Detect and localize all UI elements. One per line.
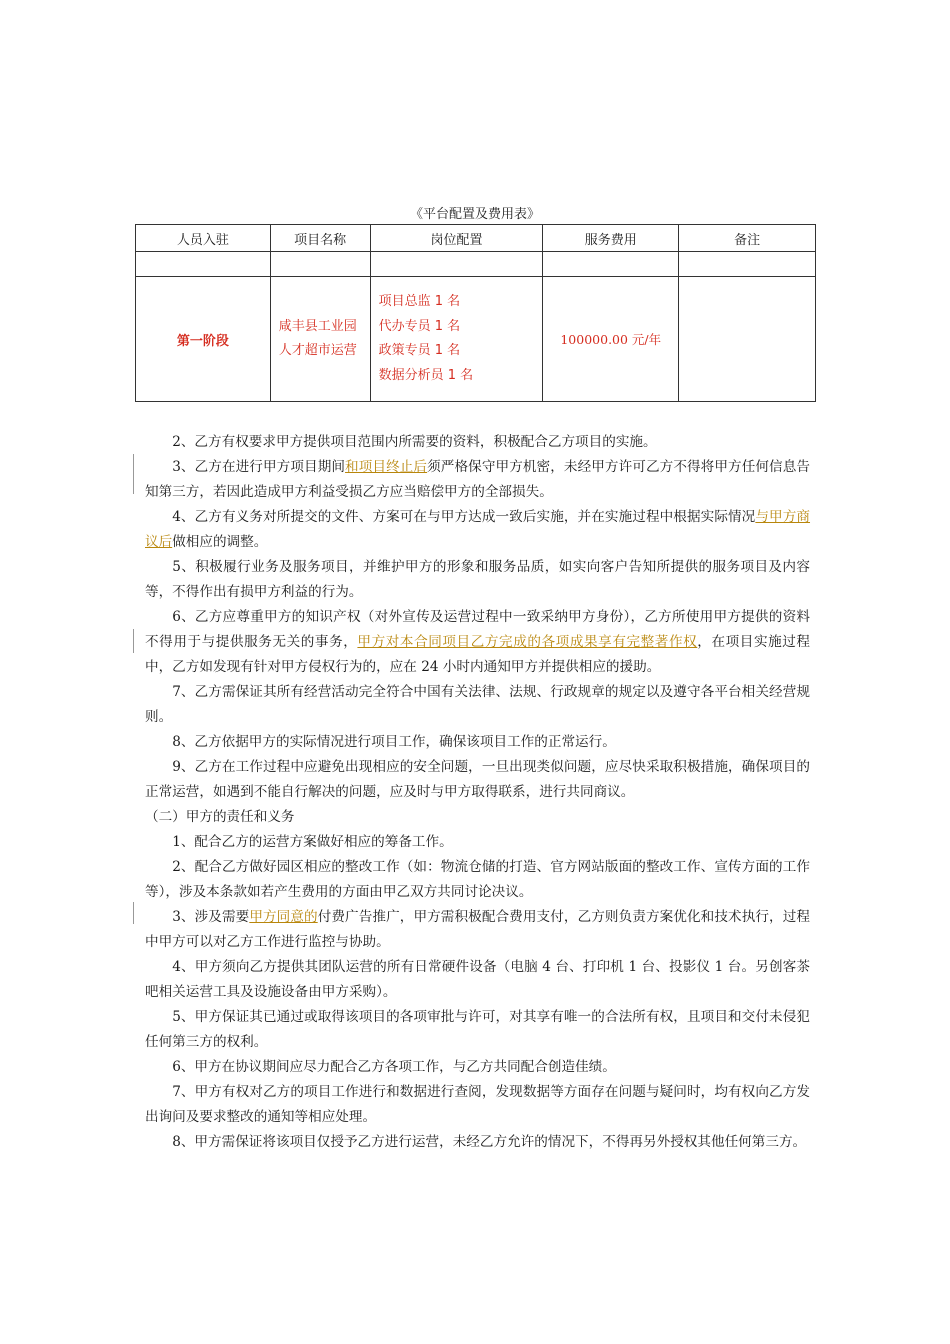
clause-a2: 2、配合乙方做好园区相应的整改工作（如：物流仓储的打造、官方网站版面的整改工作、宣传方面的工作等），涉及本条款如若产生费用的方面由甲乙双方共同讨论决议。 [145, 859, 810, 900]
remark-cell [679, 277, 816, 402]
position-item: 数据分析员 1 名 [378, 367, 474, 383]
position-list [370, 277, 543, 402]
project-name-line2: 人才超市运营 [278, 343, 357, 358]
service-fee: 100000.00 元/年 [543, 277, 679, 402]
contract-body [145, 430, 810, 1155]
project-name [270, 277, 370, 402]
clause-a5: 5、甲方保证其已通过或取得该项目的各项审批与许可，对其享有唯一的合法所有权，且项目和交付未侵犯任何第三方的权利。 [145, 1009, 810, 1050]
clause-b7: 7、乙方需保证其所有经营活动完全符合中国有关法律、法规、行政规章的规定以及遵守各平台相关经营规则。 [145, 684, 810, 725]
clause-b9: 9、乙方在工作过程中应避免出现相应的安全问题，一旦出现类似问题，应尽快采取积极措施，确保项目的正常运营，如遇到不能自行解决的问题，应及时与甲方取得联系，进行共同商议。 [145, 759, 810, 800]
position-item: 项目总监 1 名 [378, 294, 461, 309]
clause-a4: 4、甲方须向乙方提供其团队运营的所有日常硬件设备（电脑 4 台、打印机 1 台、投影仪 1 台。另创客茶吧相关运营工具及设施设备由甲方采购）。 [145, 959, 810, 1000]
revision-insert: 甲方对本合同项目乙方完成的各项成果享有完整著作权 [357, 634, 698, 650]
position-item: 代办专员 1 名 [378, 318, 461, 334]
clause-a7: 7、甲方有权对乙方的项目工作进行和数据进行查阅，发现数据等方面存在问题与疑问时，均有权向乙方发出询问及要求整改的通知等相应处理。 [145, 1084, 810, 1125]
project-name-line1: 咸丰县工业园 [278, 319, 357, 334]
platform-config-table [135, 224, 816, 402]
revision-bar [133, 902, 134, 924]
clause-a8: 8、甲方需保证将该项目仅授予乙方进行运营，未经乙方允许的情况下，不得再另外授权其他任何第三方。 [172, 1134, 807, 1150]
header-note: 备注 [679, 225, 816, 252]
clause-a1: 1、配合乙方的运营方案做好相应的筹备工作。 [172, 834, 453, 850]
clause-b4: 4、乙方有义务对所提交的文件、方案可在与甲方达成一致后实施，并在实施过程中根据实际情况与甲方商议后做相应的调整。 [145, 509, 811, 550]
section-heading: （二）甲方的责任和义务 [145, 809, 295, 825]
header-staff: 人员入驻 [136, 225, 271, 252]
table-row-empty [136, 252, 816, 277]
revision-insert: 甲方同意的 [249, 909, 318, 925]
revision-insert: 和项目终止后 [345, 459, 428, 475]
clause-b8: 8、乙方依据甲方的实际情况进行项目工作，确保该项目工作的正常运行。 [172, 734, 616, 750]
position-item: 政策专员 1 名 [378, 343, 461, 358]
clause-b2: 2、乙方有权要求甲方提供项目范围内所需要的资料，积极配合乙方项目的实施。 [172, 434, 657, 450]
revision-bar [133, 454, 134, 494]
table-header-row [136, 225, 816, 252]
revision-insert: 与甲方商议后 [145, 509, 811, 550]
revision-bar [133, 629, 134, 653]
table-caption: 《平台配置及费用表》 [409, 207, 540, 222]
clause-b3: 3、乙方在进行甲方项目期间和项目终止后须严格保守甲方机密，未经甲方许可乙方不得将甲方任何信息告知第三方，若因此造成甲方利益受损乙方应当赔偿甲方的全部损失。 [145, 459, 811, 500]
table-row [136, 277, 816, 402]
clause-b6: 6、乙方应尊重甲方的知识产权（对外宣传及运营过程中一致采纳甲方身份），乙方所使用甲方提供的资料不得用于与提供服务无关的事务，甲方对本合同项目乙方完成的各项成果享有完整著作权，在项目实施过程中，乙方如发现有针对甲方侵权行为的，应在 24 小时内通知甲方并提供相应的援助。 [145, 609, 811, 675]
header-positions: 岗位配置 [370, 225, 543, 252]
stage-name: 第一阶段 [136, 277, 271, 402]
header-project: 项目名称 [270, 225, 370, 252]
header-fee: 服务费用 [543, 225, 679, 252]
clause-a3: 3、涉及需要甲方同意的付费广告推广，甲方需积极配合费用支付，乙方则负责方案优化和技术执行，过程中甲方可以对乙方工作进行监控与协助。 [145, 909, 810, 950]
clause-b5: 5、积极履行业务及服务项目，并维护甲方的形象和服务品质，如实向客户告知所提供的服务项目及内容等，不得作出有损甲方利益的行为。 [145, 559, 810, 600]
clause-a6: 6、甲方在协议期间应尽力配合乙方各项工作，与乙方共同配合创造佳绩。 [172, 1059, 616, 1075]
